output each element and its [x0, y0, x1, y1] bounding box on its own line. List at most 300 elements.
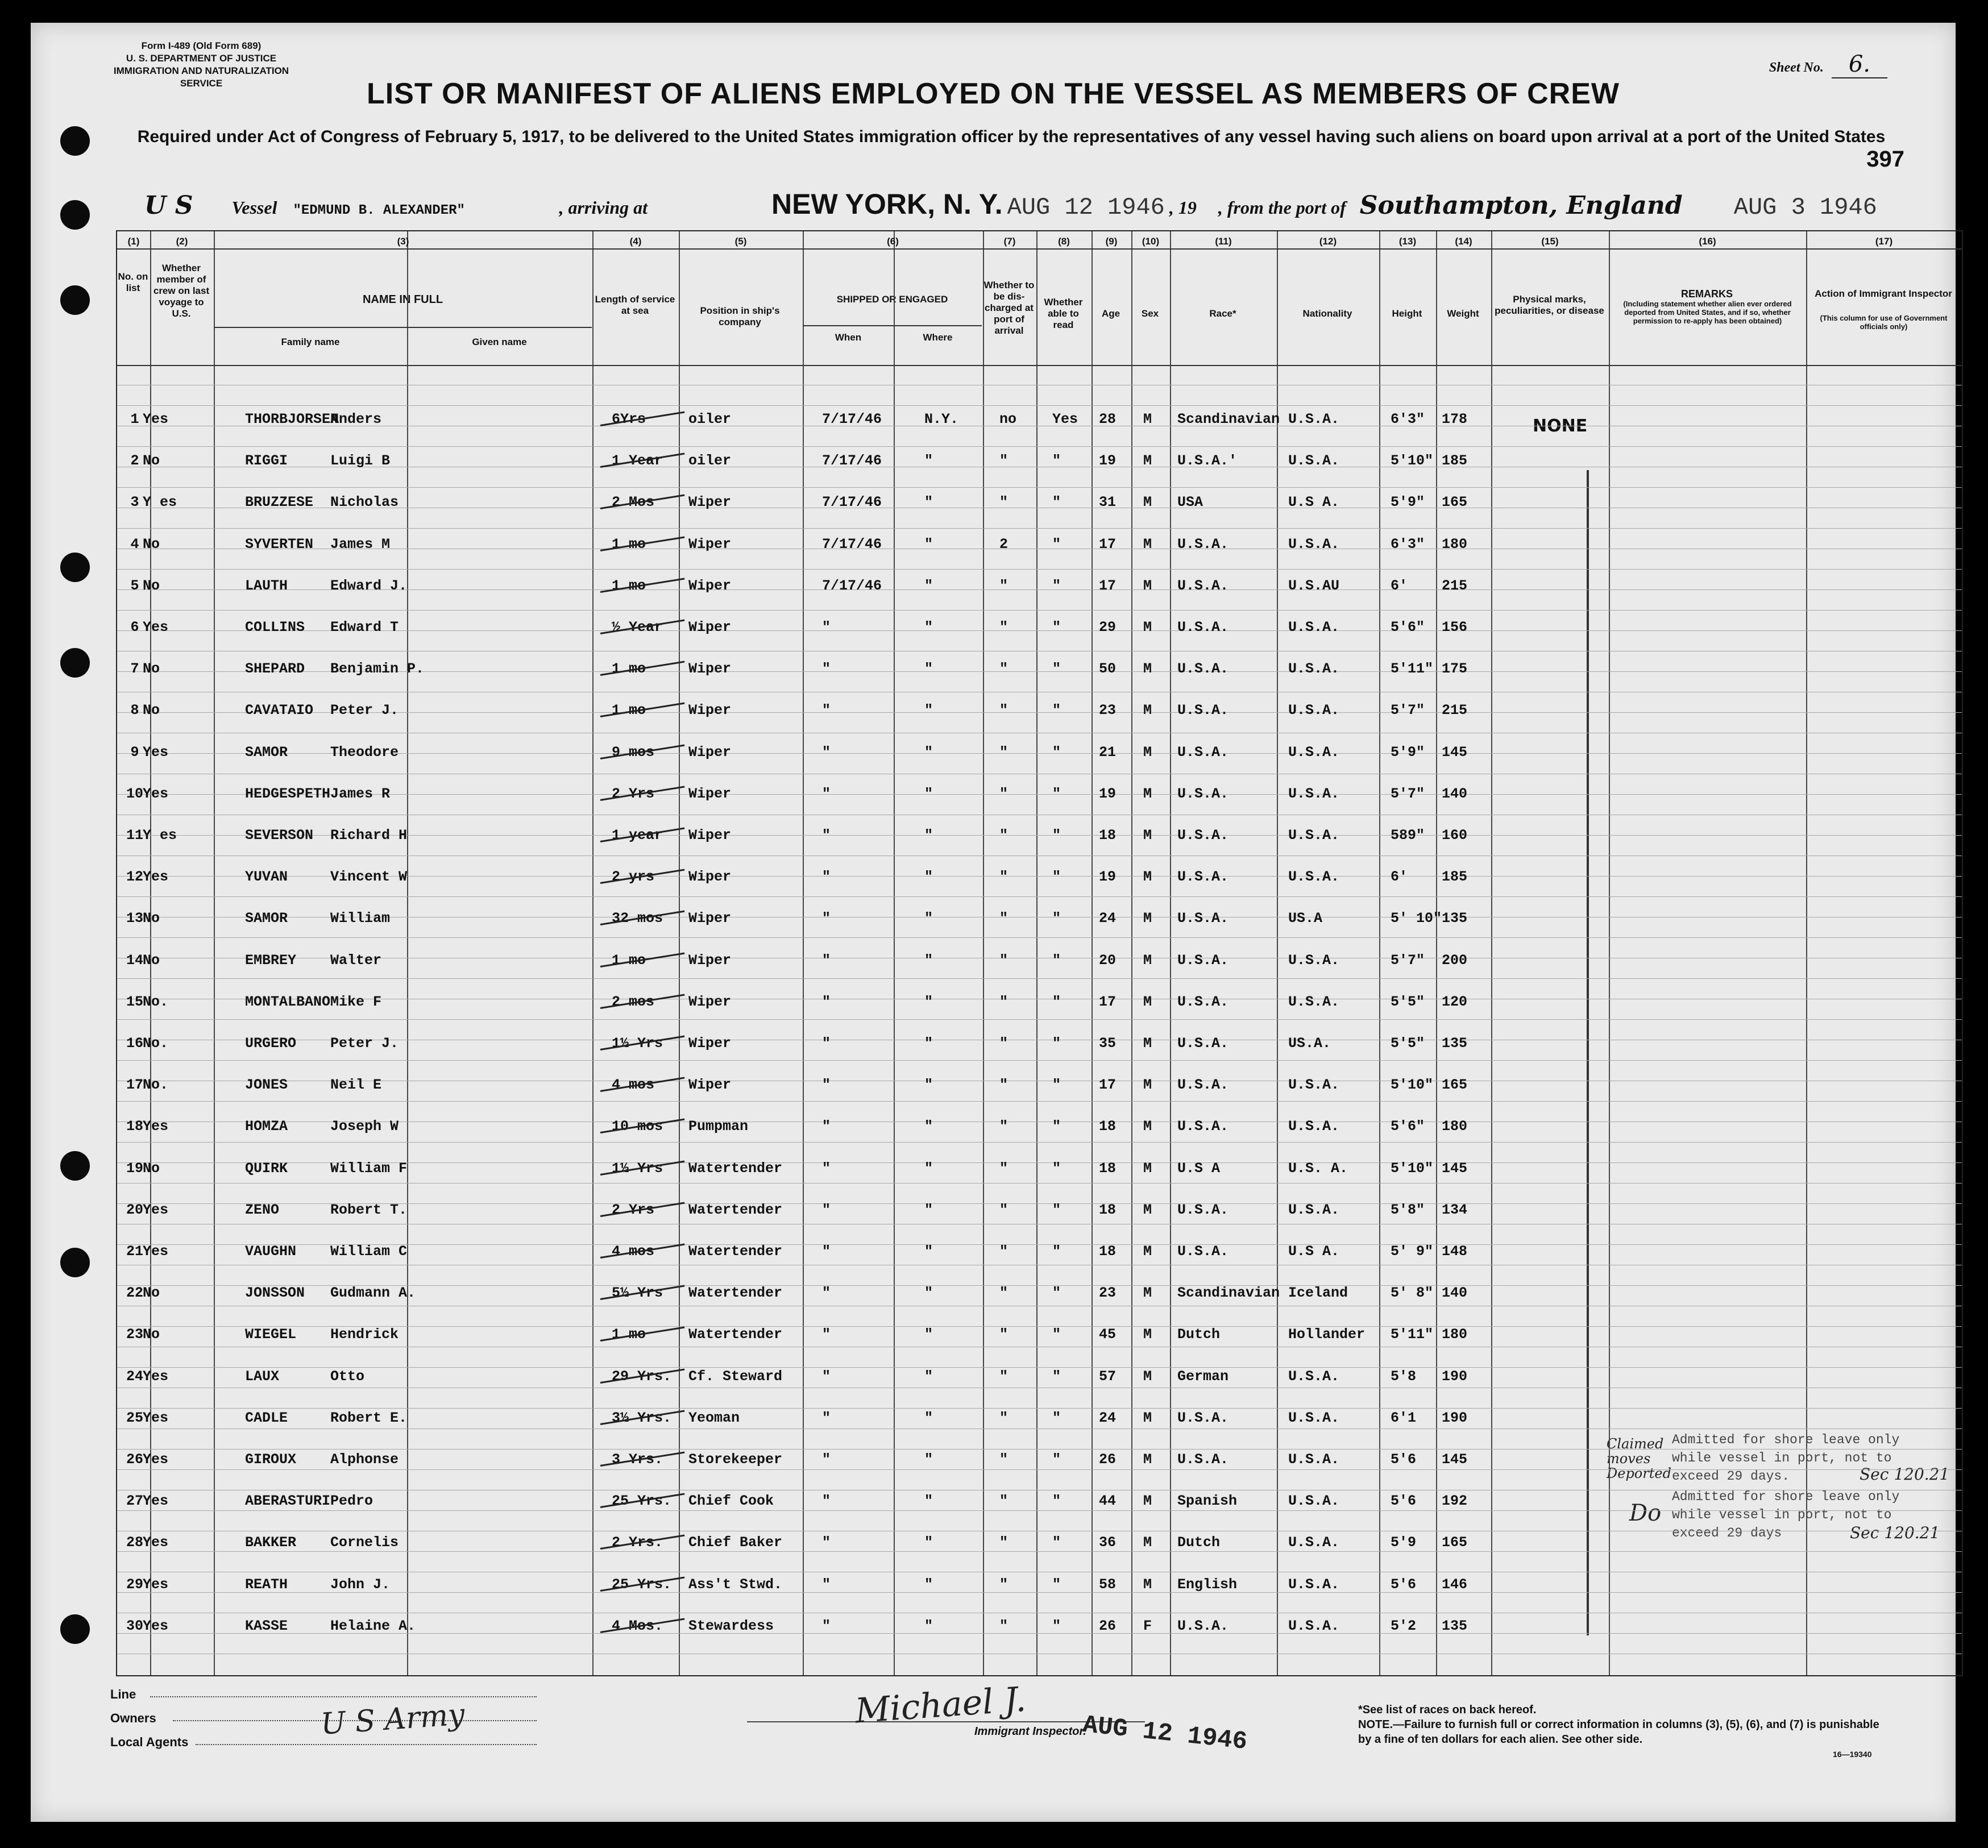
family-name: SHEPARD: [245, 661, 305, 678]
column-divider: [1131, 231, 1132, 1675]
position: Watertender: [688, 1326, 783, 1343]
sex: M: [1143, 1326, 1152, 1343]
family-name: SEVERSON: [245, 827, 314, 844]
races-note: *See list of races on back hereof.: [1358, 1704, 1537, 1716]
sex: M: [1143, 1201, 1152, 1218]
shipped-where: ": [924, 452, 933, 470]
from-port: Southampton, England: [1359, 191, 1683, 220]
row-number: 26: [126, 1451, 143, 1468]
header-sex: Sex: [1141, 308, 1159, 319]
given-name: Robert E.: [330, 1409, 408, 1426]
last-voyage: No: [143, 661, 160, 678]
shipped-when: ": [822, 952, 831, 969]
shipped-where: ": [924, 1285, 933, 1302]
sex: M: [1143, 1285, 1152, 1302]
grid-line: [117, 528, 1962, 529]
nationality: U.S.A.: [1288, 1201, 1340, 1218]
age: 26: [1099, 1617, 1117, 1634]
action-note-deported: Claimed moves Deported: [1607, 1436, 1671, 1481]
nationality: U.S.A.: [1288, 452, 1340, 470]
shipped-where: ": [924, 661, 933, 678]
given-name: Otto: [330, 1368, 365, 1385]
race: U.S.A.: [1177, 1409, 1229, 1426]
grid-line: [117, 1428, 1962, 1429]
discharged: ": [999, 1285, 1008, 1302]
nationality: U.S.A.: [1288, 1368, 1340, 1385]
height: 5'10": [1391, 1077, 1434, 1094]
family-name: JONSSON: [245, 1285, 305, 1302]
age: 20: [1099, 952, 1117, 969]
weight: 135: [1442, 1035, 1468, 1052]
last-voyage: Yes: [143, 1576, 169, 1593]
arrival-port: NEW YORK, N. Y.: [771, 188, 1003, 220]
column-divider: [803, 231, 804, 1675]
shipped-subheader-line: [803, 325, 982, 326]
form-id: Form I-489 (Old Form 689) U. S. DEPARTMENT OF JUSTICE IMMIGRATION AND NATURALIZATION SERVICE: [113, 40, 289, 89]
last-voyage: Yes: [143, 744, 169, 761]
service-length: 4 Mos.: [612, 1617, 663, 1634]
row-number: 5: [130, 577, 139, 594]
age: 29: [1099, 619, 1117, 636]
position: Wiper: [688, 494, 732, 511]
race: German: [1177, 1368, 1229, 1385]
family-name: CAVATAIO: [245, 702, 314, 719]
footer-agents-label: Local Agents: [110, 1735, 189, 1749]
position: Cf. Steward: [688, 1368, 783, 1385]
able-to-read: ": [1052, 1160, 1061, 1177]
sex: M: [1143, 1243, 1152, 1260]
service-length: 1 mo: [612, 952, 646, 969]
shipped-when: ": [822, 993, 831, 1010]
sex: M: [1143, 1493, 1152, 1510]
age: 57: [1099, 1368, 1117, 1385]
last-voyage: No: [143, 577, 160, 594]
weight: 190: [1442, 1368, 1468, 1385]
shipped-when: 7/17/46: [822, 494, 882, 511]
last-voyage: Yes: [143, 785, 169, 802]
age: 19: [1099, 452, 1117, 470]
family-name: SAMOR: [245, 744, 288, 761]
vessel-name: "EDMUND B. ALEXANDER": [293, 203, 465, 218]
shipped-where: ": [924, 494, 933, 511]
physical-marks-note: NONE: [1533, 416, 1588, 436]
grid-line: [117, 405, 1962, 406]
given-name: Joseph W: [330, 1118, 399, 1135]
height: 5'11": [1391, 661, 1434, 678]
row-number: 29: [126, 1576, 143, 1593]
race: U.S.A.: [1177, 661, 1229, 678]
family-name: ZENO: [245, 1201, 280, 1218]
shipped-when: 7/17/46: [822, 535, 882, 553]
shipped-when: ": [822, 1243, 831, 1260]
service-length: 3 Yrs.: [612, 1451, 663, 1468]
column-divider: [894, 231, 895, 1675]
position: Watertender: [688, 1201, 783, 1218]
header-length-service: Length of service at sea: [595, 294, 675, 316]
shipped-when: ": [822, 1409, 831, 1426]
column-number: (7): [1003, 236, 1016, 247]
sex: M: [1143, 869, 1152, 886]
stamp-number: 397: [1866, 147, 1904, 172]
given-name: William: [330, 910, 391, 927]
age: 50: [1099, 661, 1117, 678]
column-divider: [1170, 231, 1171, 1675]
able-to-read: ": [1052, 661, 1061, 678]
row-number: 11: [126, 827, 143, 844]
able-to-read: ": [1052, 1576, 1061, 1593]
position: Wiper: [688, 577, 732, 594]
last-voyage: Yes: [143, 1493, 169, 1510]
shipped-where: ": [924, 1409, 933, 1426]
manifest-sheet: [31, 23, 1956, 1822]
able-to-read: ": [1052, 1451, 1061, 1468]
grid-line: [117, 794, 1962, 795]
discharged: ": [999, 869, 1008, 886]
given-name: William C: [330, 1243, 408, 1260]
sex: F: [1143, 1617, 1152, 1634]
height: 5'10": [1391, 452, 1434, 470]
shipped-when: 7/17/46: [822, 411, 882, 427]
race: U.S.A.: [1177, 1201, 1229, 1218]
weight: 140: [1442, 1285, 1468, 1302]
footer-agents-field: [196, 1744, 537, 1745]
discharged: ": [999, 1493, 1008, 1510]
arrival-stamp: AUG 12 1946: [1007, 194, 1165, 221]
discharged: ": [999, 577, 1008, 594]
last-voyage: No: [143, 702, 160, 719]
weight: 145: [1442, 1451, 1468, 1468]
sex: M: [1143, 535, 1152, 553]
header-where: Where: [923, 332, 953, 343]
row-number: 22: [126, 1285, 143, 1302]
column-divider: [1379, 231, 1380, 1675]
sex: M: [1143, 1451, 1152, 1468]
position: Watertender: [688, 1160, 783, 1177]
last-voyage: Y es: [143, 827, 177, 844]
race: U.S A: [1177, 1160, 1221, 1177]
row-number: 28: [126, 1534, 143, 1551]
discharged: ": [999, 494, 1008, 511]
row-number: 27: [126, 1493, 143, 1510]
given-name: Neil E: [330, 1077, 382, 1094]
grid-line: [117, 1469, 1962, 1470]
sex: M: [1143, 744, 1152, 761]
race: U.S.A.: [1177, 1035, 1229, 1052]
race: U.S.A.': [1177, 452, 1238, 470]
action-note-ditto: Do: [1629, 1500, 1662, 1526]
punch-hole: [60, 1151, 90, 1181]
height: 5'11": [1391, 1326, 1434, 1343]
row-number: 19: [126, 1160, 143, 1177]
punch-hole: [60, 200, 90, 230]
height: 5'8": [1391, 1201, 1425, 1218]
weight: 190: [1442, 1409, 1468, 1426]
able-to-read: ": [1052, 952, 1061, 969]
row-number: 30: [126, 1617, 143, 1634]
shipped-when: ": [822, 1534, 831, 1551]
race: U.S.A.: [1177, 1077, 1229, 1094]
remark-row-23: Admitted for shore leave only while vessel in port, not to exceed 29 days: [1672, 1489, 1900, 1540]
family-name: LAUX: [245, 1368, 280, 1385]
weight: 146: [1442, 1576, 1468, 1593]
position: oiler: [688, 452, 732, 470]
sheet-number: [1769, 51, 1887, 77]
height: 5'7": [1391, 785, 1425, 802]
shipped-where: ": [924, 1243, 933, 1260]
position: Stewardess: [688, 1617, 774, 1634]
height: 5'2: [1391, 1617, 1417, 1634]
position: Wiper: [688, 619, 732, 636]
row-number: 24: [126, 1368, 143, 1385]
position: Wiper: [688, 785, 732, 802]
shipped-when: ": [822, 702, 831, 719]
discharged: ": [999, 702, 1008, 719]
weight: 200: [1442, 952, 1468, 969]
given-name: James M: [330, 535, 391, 553]
last-voyage: No: [143, 1285, 160, 1302]
nationality: U.S.A.: [1288, 411, 1340, 427]
column-number: (13): [1398, 236, 1417, 247]
column-divider: [1036, 231, 1037, 1675]
family-name: REATH: [245, 1576, 288, 1593]
given-name: William F: [330, 1160, 408, 1177]
discharged: ": [999, 1035, 1008, 1052]
nationality: U.S.A.: [1288, 1118, 1340, 1135]
age: 18: [1099, 1160, 1117, 1177]
given-name: Pedro: [330, 1493, 373, 1510]
sex: M: [1143, 910, 1152, 927]
race: U.S.A.: [1177, 827, 1229, 844]
height: 5'6: [1391, 1576, 1417, 1593]
weight: 165: [1442, 494, 1468, 511]
position: Chief Baker: [688, 1534, 783, 1551]
header-name-in-full: NAME IN FULL: [362, 293, 443, 306]
nationality: US.A: [1288, 910, 1323, 927]
race: U.S.A.: [1177, 702, 1229, 719]
shipped-when: ": [822, 1035, 831, 1052]
sex: M: [1143, 494, 1152, 511]
last-voyage: No.: [143, 993, 169, 1010]
discharged: ": [999, 1576, 1008, 1593]
family-name: BRUZZESE: [245, 494, 314, 511]
grid-line: [117, 1101, 1962, 1102]
header-family-name: Family name: [281, 337, 340, 347]
given-name: Mike F: [330, 993, 382, 1010]
vessel-label: Vessel: [231, 197, 277, 218]
shipped-when: ": [822, 1326, 831, 1343]
age: 23: [1099, 1285, 1117, 1302]
discharged: ": [999, 1451, 1008, 1468]
footer-line-label: Line: [110, 1687, 136, 1701]
weight: 156: [1442, 619, 1468, 636]
last-voyage: No: [143, 910, 160, 927]
service-length: 1 mo: [612, 1326, 646, 1343]
last-voyage: Yes: [143, 1534, 169, 1551]
service-length: 3½ Yrs.: [612, 1409, 672, 1426]
page-subtitle: Required under Act of Congress of February 5, 1917, to be delivered to the United States immigration officer by the representatives of any vessel having such aliens on board upon arrival at a port of the United States: [137, 127, 1886, 146]
position: oiler: [688, 411, 732, 427]
able-to-read: ": [1052, 1368, 1061, 1385]
header-divider: [117, 248, 1962, 250]
grid-line: [117, 1408, 1962, 1409]
position: Wiper: [688, 661, 732, 678]
shipped-where: ": [924, 910, 933, 927]
age: 35: [1099, 1035, 1117, 1052]
last-voyage: No: [143, 1160, 160, 1177]
family-name: GIROUX: [245, 1451, 297, 1468]
header-discharged: Whether to be dis- charged at port of arrival: [983, 280, 1035, 336]
position: Wiper: [688, 910, 732, 927]
able-to-read: ": [1052, 869, 1061, 886]
weight: 178: [1442, 411, 1468, 427]
column-number: (14): [1455, 236, 1472, 247]
discharged: ": [999, 827, 1008, 844]
given-name: Benjamin P.: [330, 661, 425, 678]
family-name: SYVERTEN: [245, 535, 314, 553]
last-voyage: No.: [143, 1077, 169, 1094]
column-number: (17): [1875, 236, 1893, 247]
vessel-line: [144, 188, 1877, 221]
last-voyage: Yes: [143, 411, 169, 427]
header-weight: Weight: [1447, 308, 1479, 319]
height: 5'6: [1391, 1451, 1417, 1468]
punch-hole: [60, 648, 90, 678]
age: 18: [1099, 1201, 1117, 1218]
nationality: U.S.A.: [1288, 1409, 1340, 1426]
sex: M: [1143, 1576, 1152, 1593]
weight: 185: [1442, 452, 1468, 470]
age: 31: [1099, 494, 1117, 511]
race: U.S.A.: [1177, 619, 1229, 636]
given-name: Richard H: [330, 827, 408, 844]
weight: 180: [1442, 1326, 1468, 1343]
shipped-where: ": [924, 1077, 933, 1094]
age: 45: [1099, 1326, 1117, 1343]
race: U.S.A.: [1177, 910, 1229, 927]
column-divider: [1609, 231, 1610, 1675]
height: 6'3": [1391, 411, 1425, 427]
shipped-when: 7/17/46: [822, 577, 882, 594]
last-voyage: Yes: [143, 1451, 169, 1468]
age: 24: [1099, 910, 1117, 927]
discharged: ": [999, 452, 1008, 470]
from-label: , from the port of: [1218, 197, 1346, 218]
shipped-when: 7/17/46: [822, 452, 882, 470]
height: 5'8: [1391, 1368, 1417, 1385]
height: 5'7": [1391, 702, 1425, 719]
column-number: (4): [629, 236, 642, 247]
service-length: 1 Year: [612, 452, 663, 470]
discharged: ": [999, 1534, 1008, 1551]
sex: M: [1143, 1368, 1152, 1385]
shipped-where: ": [924, 744, 933, 761]
height: 6'3": [1391, 535, 1425, 553]
header-last-voyage: Whether member of crew on last voyage to U.S.: [153, 263, 210, 319]
grid-line: [117, 1142, 1962, 1143]
able-to-read: ": [1052, 1285, 1061, 1302]
service-length: 32 mos: [612, 910, 663, 927]
service-length: 2 Yrs: [612, 785, 655, 802]
able-to-read: ": [1052, 785, 1061, 802]
family-name: MONTALBANO: [245, 993, 331, 1010]
nationality: U.S.A.: [1288, 1576, 1340, 1593]
discharged: ": [999, 1368, 1008, 1385]
shipped-when: ": [822, 1617, 831, 1634]
nationality: U.S.AU: [1288, 577, 1340, 594]
able-to-read: ": [1052, 702, 1061, 719]
age: 24: [1099, 1409, 1117, 1426]
column-divider: [407, 231, 408, 1675]
sheet-number-value: 6.: [1832, 51, 1887, 78]
grid-line: [117, 1019, 1962, 1020]
able-to-read: ": [1052, 535, 1061, 553]
discharged: ": [999, 1118, 1008, 1135]
column-divider: [592, 231, 594, 1675]
header-race: Race*: [1209, 308, 1236, 319]
able-to-read: ": [1052, 1617, 1061, 1634]
shipped-where: ": [924, 952, 933, 969]
service-length: 2 yrs: [612, 869, 655, 886]
year-suffix: , 19: [1169, 197, 1197, 218]
position: Watertender: [688, 1285, 783, 1302]
race: U.S.A.: [1177, 869, 1229, 886]
last-voyage: Yes: [143, 1368, 169, 1385]
column-number: (2): [176, 236, 188, 247]
last-voyage: Yes: [143, 1409, 169, 1426]
age: 19: [1099, 785, 1117, 802]
row-number: 4: [130, 535, 139, 553]
last-voyage: No: [143, 952, 160, 969]
header-when: When: [835, 332, 862, 343]
given-name: Walter: [330, 952, 382, 969]
sex: M: [1143, 577, 1152, 594]
sex: M: [1143, 993, 1152, 1010]
race: Dutch: [1177, 1326, 1221, 1343]
grid-line: [117, 1060, 1962, 1061]
weight: 165: [1442, 1534, 1468, 1551]
weight: 145: [1442, 1160, 1468, 1177]
nationality: U.S.A.: [1288, 952, 1340, 969]
able-to-read: ": [1052, 1118, 1061, 1135]
last-voyage: No.: [143, 1035, 169, 1052]
given-name: Edward T: [330, 619, 399, 636]
nationality: U.S.A.: [1288, 993, 1340, 1010]
shipped-when: ": [822, 619, 831, 636]
column-number: (5): [734, 236, 747, 247]
shipped-when: ": [822, 1285, 831, 1302]
weight: 135: [1442, 1617, 1468, 1634]
able-to-read: ": [1052, 1534, 1061, 1551]
age: 44: [1099, 1493, 1117, 1510]
race: U.S.A.: [1177, 535, 1229, 553]
weight: 215: [1442, 577, 1468, 594]
family-name: COLLINS: [245, 619, 305, 636]
sex: M: [1143, 661, 1152, 678]
position: Ass't Stwd.: [688, 1576, 783, 1593]
weight: 175: [1442, 661, 1468, 678]
service-length: 29 Yrs.: [612, 1368, 672, 1385]
punch-hole: [60, 1248, 90, 1277]
race: U.S.A.: [1177, 952, 1229, 969]
given-name: Hendrick: [330, 1326, 399, 1343]
last-voyage: Yes: [143, 1118, 169, 1135]
given-name: Alphonse: [330, 1451, 399, 1468]
footer-owners-label: Owners: [110, 1711, 156, 1725]
weight: 185: [1442, 869, 1468, 886]
shipped-when: ": [822, 910, 831, 927]
position: Chief Cook: [688, 1493, 774, 1510]
row-number: 25: [126, 1409, 143, 1426]
